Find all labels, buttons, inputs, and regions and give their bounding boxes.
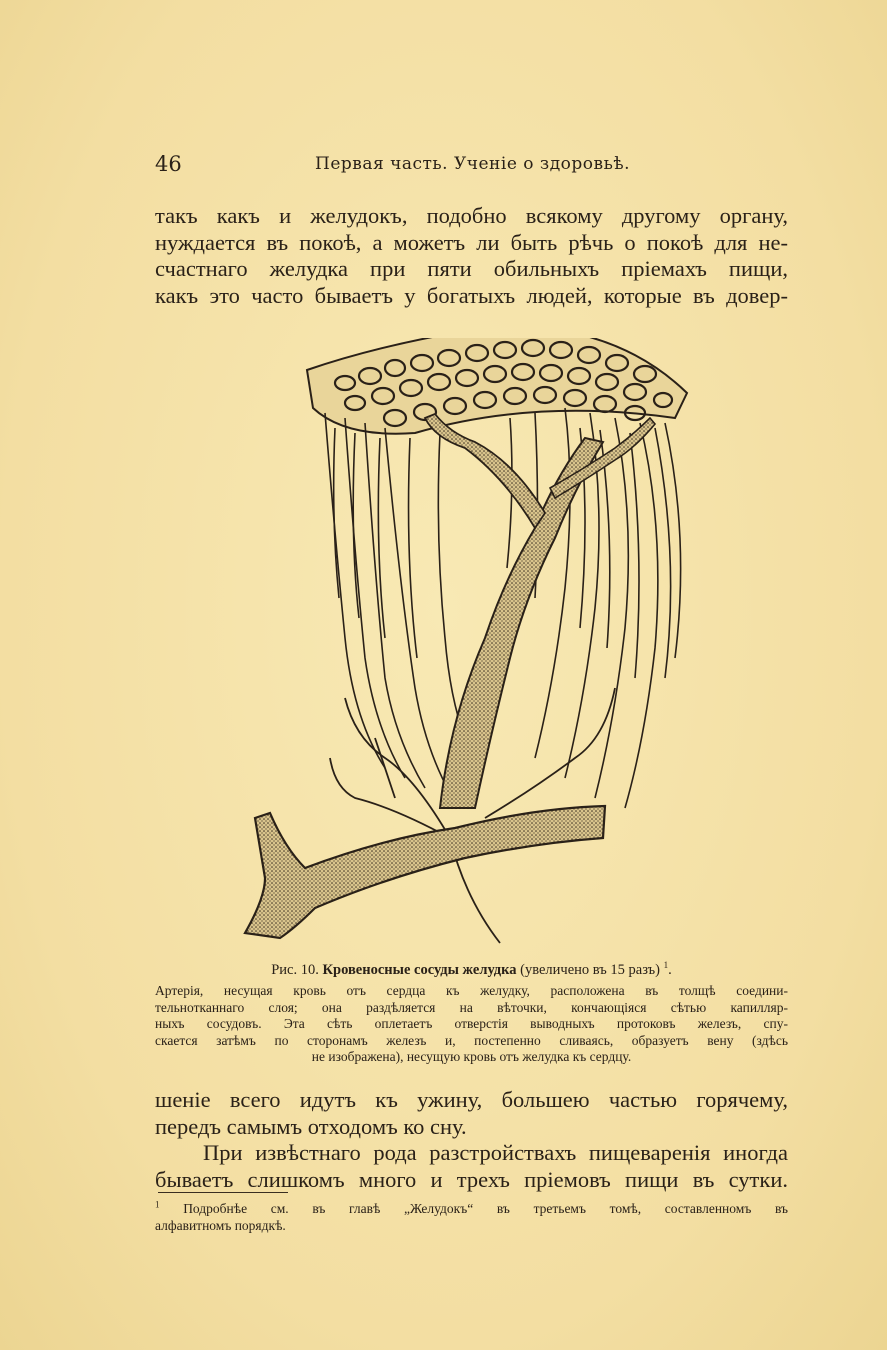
text-line: счастнаго желудка при пяти обильныхъ пріемахъ пищи, — [155, 256, 788, 281]
footnote-line: алфавитномъ порядкѣ. — [155, 1218, 286, 1233]
text-line: передъ самымъ отходомъ ко сну. — [155, 1113, 467, 1139]
figure-label: Рис. 10. — [271, 962, 319, 978]
page-header — [155, 152, 790, 182]
caption-line: тельнотканнаго слоя; она раздѣляется на вѣточки, кончающіяся сѣтью капилляр- — [155, 999, 788, 1015]
footnote-rule — [158, 1192, 288, 1193]
figure-caption-description — [155, 983, 788, 1066]
figure-magnification: (увеличено въ 15 разъ) — [520, 962, 661, 978]
caption-line: не изображена), несущую кровь отъ желудка къ сердцу. — [311, 1049, 632, 1064]
figure-title: Кровеносные сосуды желудка — [322, 962, 517, 978]
footnote-mark: 1 — [155, 1199, 160, 1210]
blood-vessels-engraving — [235, 338, 705, 958]
running-head: Первая часть. Ученіе о здоровьѣ. — [315, 154, 630, 174]
text-line: такъ какъ и желудокъ, подобно всякому другому органу, — [155, 203, 788, 228]
paragraph-next — [155, 1140, 788, 1193]
caption-line: Артерія, несущая кровь отъ сердца къ желудку, расположена въ толщѣ соедини- — [155, 983, 788, 998]
figure-illustration — [235, 338, 705, 958]
page-number: 46 — [155, 152, 182, 176]
text-line: нуждается въ покоѣ, а можетъ ли быть рѣчь о покоѣ для не- — [155, 229, 788, 255]
caption-line: скается затѣмъ по сторонамъ железъ и, постепенно сливаясь, образуетъ вену (здѣсь — [155, 1032, 788, 1048]
footnote-text: Подробнѣе см. въ главѣ „Желудокъ“ въ третьемъ томѣ, составленномъ въ — [183, 1201, 789, 1216]
paragraph-top — [155, 203, 788, 309]
text-line: какъ это часто бываетъ у богатыхъ людей, которые въ довер- — [155, 282, 788, 308]
paragraph-bottom — [155, 1087, 788, 1140]
figure-caption-title: Рис. 10. Кровеносные сосуды желудка (увеличено въ 15 разъ) $^1$. — [271, 960, 672, 978]
footnote-reference: 1 — [663, 960, 669, 971]
text-line: бываетъ слишкомъ много и трехъ пріемовъ пищи въ сутки. — [155, 1166, 788, 1192]
caption-line: ныхъ сосудовъ. Эта сѣть оплетаетъ отверстія выводныхъ протоковъ железъ, спу- — [155, 1016, 788, 1031]
text-line: шеніе всего идутъ къ ужину, большею частью горячему, — [155, 1087, 788, 1112]
text-line: При извѣстнаго рода разстройствахъ пищеваренія иногда — [203, 1140, 788, 1165]
footnote-line — [155, 1200, 788, 1217]
footnote — [155, 1200, 788, 1234]
